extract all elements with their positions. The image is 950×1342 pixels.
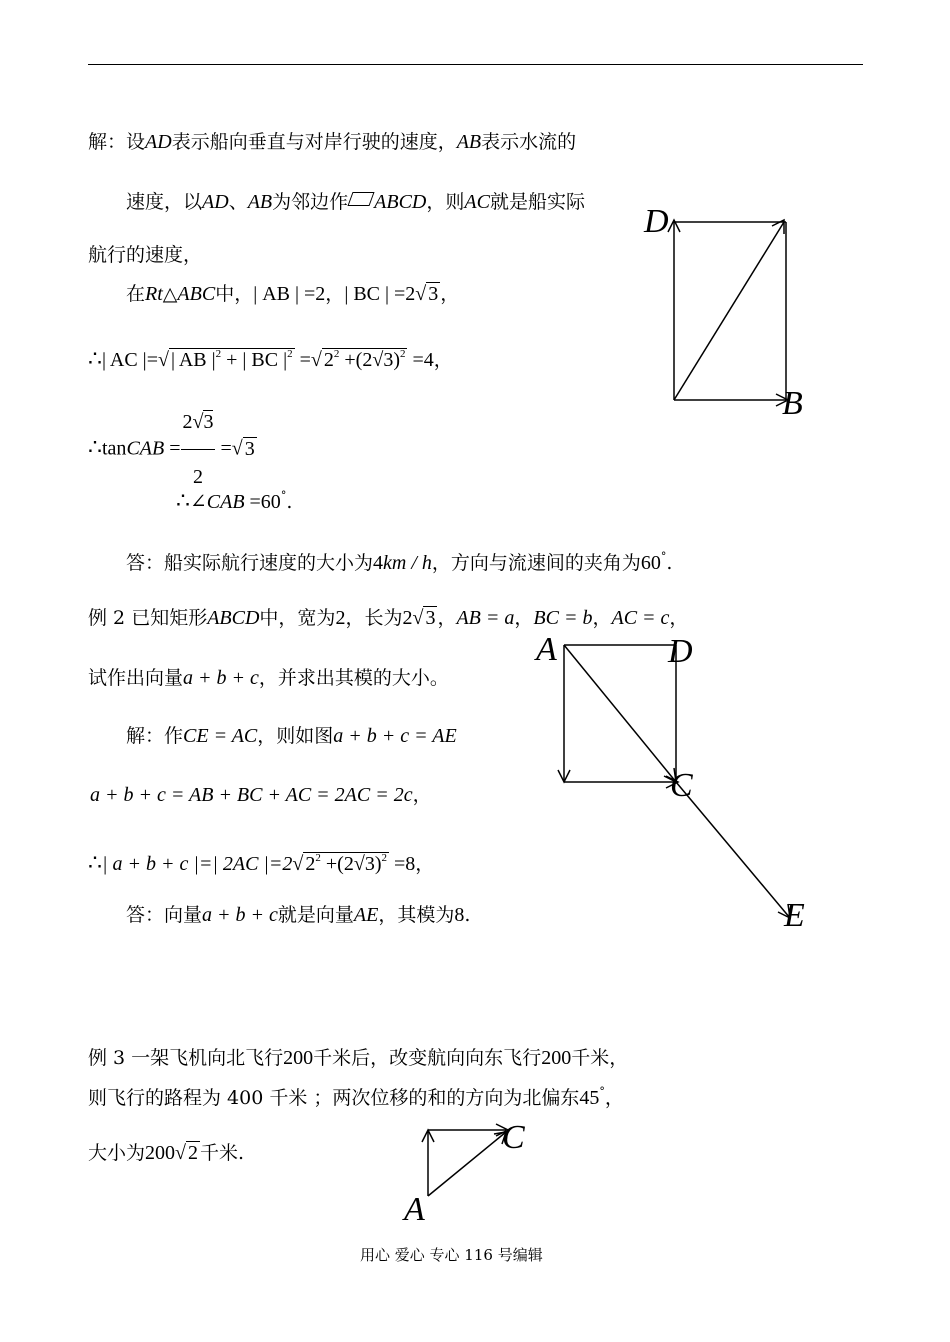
ex2-line4: a + b + c = AB + BC + AC = 2AC = 2c， bbox=[90, 784, 432, 806]
fig2-label-A: A bbox=[536, 631, 557, 668]
fig2-vector-CE bbox=[676, 782, 790, 918]
ex3-line2: 则飞行的路程为 400 千米 ；两次位移的和的方向为北偏东45°， bbox=[88, 1085, 624, 1109]
ex2-line5: ∴| a + b + c |=| 2AC |=2√ $2^2 +(2√3)^2 =8$， bbox=[88, 851, 435, 876]
sol1-line1: 解：设AD表示船向垂直与对岸行驶的速度，AB表示水流的 bbox=[88, 131, 577, 153]
fig3-label-A: A bbox=[404, 1191, 425, 1228]
ex2-line3: 解：作CE = AC，则如图a + b + c = AE bbox=[126, 725, 457, 747]
sol1-line2: 速度，以AD、AB为邻边作 ABCD，则AC就是船实际 bbox=[126, 191, 585, 213]
fig3-label-C: C bbox=[502, 1119, 525, 1156]
sol1-line4: 在Rt△ABC中，| AB | =2，| BC | =2√ 3 ， bbox=[126, 283, 460, 305]
sol1-line7: ∴∠CAB =60°. bbox=[176, 489, 293, 514]
sol1-line6: ∴tanCAB = $\frac{2√3}{2}$ =√ 3 bbox=[88, 395, 257, 504]
fig2-label-D: D bbox=[668, 633, 693, 670]
fig2-vector-AC bbox=[564, 645, 676, 782]
sol1-line3: 航行的速度， bbox=[88, 244, 203, 266]
page-footer: 用心 爱心 专心 116 号编辑 bbox=[360, 1246, 543, 1264]
fig1-label-B: B bbox=[782, 385, 803, 422]
fig1-vector-AC bbox=[674, 222, 784, 400]
ex3-line1: 例 3 一架飞机向北飞行200千米后，改变航向向东飞行200千米， bbox=[88, 1047, 629, 1069]
fig2-label-C: C bbox=[670, 767, 693, 804]
ex3-line3: 大小为200√ 2 千米. bbox=[88, 1142, 245, 1164]
tan-fraction: $\frac{2√3}{2}$ bbox=[181, 395, 216, 504]
fig3-vector-sum bbox=[428, 1132, 506, 1196]
sol1-line5: ∴| AC |=√ | AB $|^2$ + | BC $|^2$ =√ $2^2 +(2√3)^2 =4$， bbox=[88, 347, 453, 372]
ex2-line1: 例 2 已知矩形ABCD中，宽为2，长为2√ 3 ，AB = a，BC = b，AC = c， bbox=[88, 607, 689, 629]
fig2-label-E: E bbox=[784, 897, 805, 934]
ex2-answer: 答：向量a + b + c就是向量AE，其模为8. bbox=[126, 904, 471, 926]
sol1-answer: 答：船实际航行速度的大小为4km / h，方向与流速间的夹角为60°. bbox=[126, 550, 673, 574]
fig1-label-D: D bbox=[644, 203, 669, 240]
ex2-line2: 试作出向量a + b + c，并求出其模的大小。 bbox=[88, 667, 449, 689]
